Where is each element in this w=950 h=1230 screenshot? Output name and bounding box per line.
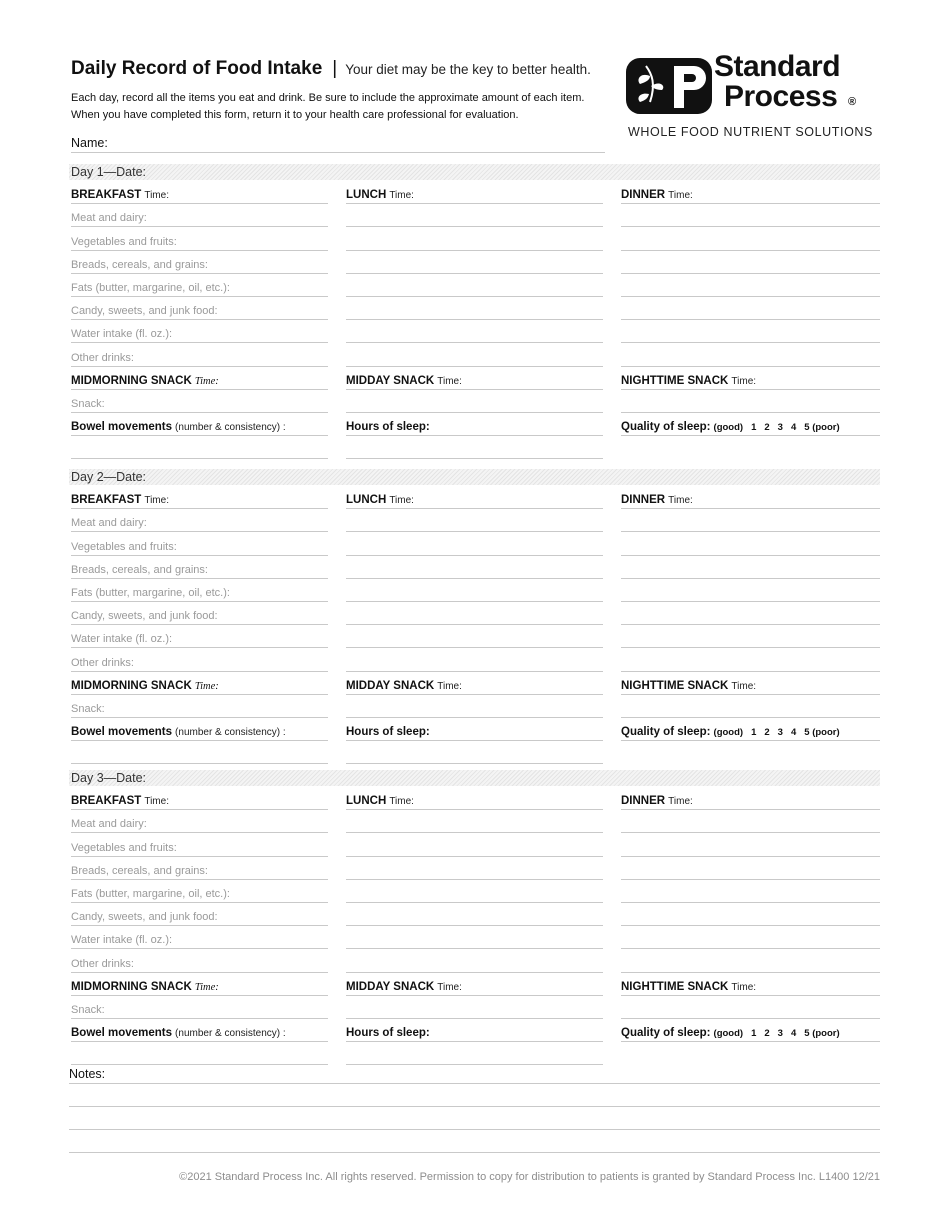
breakfast-meat-row[interactable] xyxy=(71,204,328,227)
fats-label: Fats (butter, margarine, oil, etc.): xyxy=(71,281,230,294)
dinner-entry-row[interactable] xyxy=(621,251,880,274)
midmorning-snack-row[interactable] xyxy=(71,996,328,1019)
breakfast-fats-row[interactable] xyxy=(71,579,328,602)
bowel-movements-entry-row[interactable] xyxy=(71,436,328,459)
breakfast-other-row[interactable] xyxy=(71,648,328,671)
lunch-entry-row[interactable] xyxy=(346,880,603,903)
breakfast-fats-row[interactable] xyxy=(71,274,328,297)
midday-snack-row[interactable] xyxy=(346,695,603,718)
lunch-entry-row[interactable] xyxy=(346,343,603,366)
bowel-movements-entry-row[interactable] xyxy=(71,1042,328,1065)
logo-line-2: Process xyxy=(724,80,838,113)
time-label: Time: xyxy=(668,190,693,202)
sleep-rating-1[interactable]: 1 xyxy=(751,727,757,739)
lunch-heading: LUNCH xyxy=(346,795,387,808)
dinner-entry-row[interactable] xyxy=(621,880,880,903)
dinner-heading: DINNER xyxy=(621,189,666,202)
day-1-column-1 xyxy=(71,181,328,459)
breakfast-heading: BREAKFAST xyxy=(71,494,142,507)
time-label: Time: xyxy=(668,495,693,507)
breakfast-candy-row[interactable] xyxy=(71,602,328,625)
snack-label: Snack: xyxy=(71,1003,105,1016)
breakfast-veg-row[interactable] xyxy=(71,227,328,250)
day-2-column-3 xyxy=(621,486,880,741)
bowel-movements-entry-row[interactable] xyxy=(71,741,328,764)
midmorning-time-row[interactable] xyxy=(71,973,328,996)
breads-label: Breads, cereals, and grains: xyxy=(71,258,208,271)
time-label: Time: xyxy=(389,796,414,808)
name-field[interactable] xyxy=(71,136,605,153)
time-label: Time: xyxy=(194,375,219,387)
dinner-heading: DINNER xyxy=(621,494,666,507)
midmorning-snack-row[interactable] xyxy=(71,695,328,718)
lunch-time-row[interactable] xyxy=(346,787,603,810)
lunch-entry-row[interactable] xyxy=(346,251,603,274)
quality-sleep-heading: Quality of sleep: xyxy=(621,421,711,434)
copyright-footer: ©2021 Standard Process Inc. All rights reserved. Permission to copy for distribution to patients is granted by Standard Process Inc. L1400 12/21 xyxy=(179,1171,880,1183)
sleep-rating-4[interactable]: 4 xyxy=(790,422,797,434)
breakfast-heading: BREAKFAST xyxy=(71,795,142,808)
breakfast-water-row[interactable] xyxy=(71,320,328,343)
lunch-entry-row[interactable] xyxy=(346,648,603,671)
instructions-line-1: Each day, record all the items you eat and drink. Be sure to include the approximate amount of each item. xyxy=(71,92,585,104)
midday-time-row[interactable] xyxy=(346,973,603,996)
breakfast-water-row[interactable] xyxy=(71,625,328,648)
instructions xyxy=(71,90,611,124)
meat-label: Meat and dairy: xyxy=(71,517,147,530)
instructions-line-2: When you have completed this form, return it to your health care professional for evaluation. xyxy=(71,109,519,121)
day-3-column-1 xyxy=(71,787,328,1065)
dinner-entry-row[interactable] xyxy=(621,579,880,602)
time-label: Time: xyxy=(389,495,414,507)
lunch-heading: LUNCH xyxy=(346,494,387,507)
poor-label: (poor) xyxy=(812,422,840,434)
sleep-rating-5[interactable]: 5 xyxy=(804,727,810,739)
bowel-heading: Bowel movements xyxy=(71,1027,172,1040)
time-label: Time: xyxy=(389,190,414,202)
water-label: Water intake (fl. oz.): xyxy=(71,633,173,646)
time-label: Time: xyxy=(437,680,462,692)
breakfast-other-row[interactable] xyxy=(71,949,328,972)
midmorning-snack-row[interactable] xyxy=(71,390,328,413)
lunch-entry-row[interactable] xyxy=(346,204,603,227)
breakfast-meat-row[interactable] xyxy=(71,509,328,532)
sleep-rating-2[interactable]: 2 xyxy=(764,1028,770,1040)
other-label: Other drinks: xyxy=(71,351,134,364)
nighttime-snack-row[interactable] xyxy=(621,390,880,413)
bowel-note: (number & consistency) : xyxy=(175,422,286,434)
dinner-entry-row[interactable] xyxy=(621,602,880,625)
hours-sleep-row[interactable] xyxy=(346,1019,603,1042)
lunch-entry-row[interactable] xyxy=(346,833,603,856)
lunch-time-row[interactable] xyxy=(346,181,603,204)
day-1-column-2 xyxy=(346,181,603,459)
lunch-entry-row[interactable] xyxy=(346,926,603,949)
lunch-entry-row[interactable] xyxy=(346,227,603,250)
dinner-entry-row[interactable] xyxy=(621,297,880,320)
breakfast-breads-row[interactable] xyxy=(71,556,328,579)
breakfast-breads-row[interactable] xyxy=(71,857,328,880)
sleep-rating-3[interactable]: 3 xyxy=(777,422,783,434)
other-label: Other drinks: xyxy=(71,656,134,669)
day-2-date-bar[interactable] xyxy=(69,469,880,485)
time-label: Time: xyxy=(144,796,169,808)
logo-registered: ® xyxy=(848,96,857,108)
lunch-entry-row[interactable] xyxy=(346,810,603,833)
sleep-rating-2[interactable]: 2 xyxy=(764,422,770,434)
breakfast-fats-row[interactable] xyxy=(71,880,328,903)
notes-line-1[interactable] xyxy=(69,1067,880,1084)
water-label: Water intake (fl. oz.): xyxy=(71,328,173,341)
dinner-entry-row[interactable] xyxy=(621,204,880,227)
midday-time-row[interactable] xyxy=(346,672,603,695)
sleep-rating-3[interactable]: 3 xyxy=(777,1028,783,1040)
dinner-entry-row[interactable] xyxy=(621,509,880,532)
nighttime-time-row[interactable] xyxy=(621,367,880,390)
quality-sleep-row[interactable] xyxy=(621,718,880,741)
hours-sleep-row[interactable] xyxy=(346,718,603,741)
day-date-label: Day 2—Date: xyxy=(71,470,147,484)
day-3-column-2 xyxy=(346,787,603,1065)
fats-label: Fats (butter, margarine, oil, etc.): xyxy=(71,586,230,599)
midmorning-heading: MIDMORNING SNACK xyxy=(71,374,192,387)
hours-sleep-entry-row[interactable] xyxy=(346,436,603,459)
day-date-label: Day 3—Date: xyxy=(71,771,147,785)
time-label: Time: xyxy=(731,375,757,387)
candy-label: Candy, sweets, and junk food: xyxy=(71,610,218,623)
form-title xyxy=(71,58,591,80)
quality-sleep-row[interactable] xyxy=(621,1019,880,1042)
bowel-heading: Bowel movements xyxy=(71,726,172,739)
dinner-time-row[interactable] xyxy=(621,486,880,509)
time-label: Time: xyxy=(144,495,169,507)
midday-heading: MIDDAY SNACK xyxy=(346,679,435,692)
time-label: Time: xyxy=(194,680,219,692)
quality-sleep-heading: Quality of sleep: xyxy=(621,1027,711,1040)
breakfast-meat-row[interactable] xyxy=(71,810,328,833)
breakfast-candy-row[interactable] xyxy=(71,297,328,320)
time-label: Time: xyxy=(437,981,462,993)
title-tagline: Your diet may be the key to better health. xyxy=(345,62,591,77)
fats-label: Fats (butter, margarine, oil, etc.): xyxy=(71,887,230,900)
hours-sleep-heading: Hours of sleep: xyxy=(346,1027,430,1040)
meat-label: Meat and dairy: xyxy=(71,212,147,225)
breakfast-time-row[interactable] xyxy=(71,486,328,509)
midmorning-time-row[interactable] xyxy=(71,367,328,390)
title-separator: | xyxy=(332,58,338,79)
meat-label: Meat and dairy: xyxy=(71,818,147,831)
candy-label: Candy, sweets, and junk food: xyxy=(71,305,218,318)
bowel-note: (number & consistency) : xyxy=(175,1028,286,1040)
snack-label: Snack: xyxy=(71,702,105,715)
sleep-rating-3[interactable]: 3 xyxy=(777,727,783,739)
lunch-entry-row[interactable] xyxy=(346,625,603,648)
nighttime-heading: NIGHTTIME SNACK xyxy=(621,374,729,387)
logo-tagline: WHOLE FOOD NUTRIENT SOLUTIONS xyxy=(628,125,873,139)
nighttime-time-row[interactable] xyxy=(621,973,880,996)
lunch-heading: LUNCH xyxy=(346,189,387,202)
day-3-date-bar[interactable] xyxy=(69,770,880,786)
hours-sleep-heading: Hours of sleep: xyxy=(346,421,430,434)
day-1-column-3 xyxy=(621,181,880,436)
midmorning-heading: MIDMORNING SNACK xyxy=(71,679,192,692)
time-label: Time: xyxy=(437,375,462,387)
poor-label: (poor) xyxy=(812,727,840,739)
midday-time-row[interactable] xyxy=(346,367,603,390)
notes-line-3[interactable] xyxy=(69,1113,880,1130)
lunch-entry-row[interactable] xyxy=(346,532,603,555)
midmorning-heading: MIDMORNING SNACK xyxy=(71,980,192,993)
dinner-entry-row[interactable] xyxy=(621,343,880,366)
midday-heading: MIDDAY SNACK xyxy=(346,980,435,993)
nighttime-snack-row[interactable] xyxy=(621,695,880,718)
dinner-entry-row[interactable] xyxy=(621,648,880,671)
veg-label: Vegetables and fruits: xyxy=(71,540,177,553)
bowel-movements-row[interactable] xyxy=(71,1019,328,1042)
dinner-entry-row[interactable] xyxy=(621,857,880,880)
bowel-note: (number & consistency) : xyxy=(175,727,286,739)
sleep-rating-1[interactable]: 1 xyxy=(751,1028,757,1040)
breakfast-water-row[interactable] xyxy=(71,926,328,949)
breakfast-other-row[interactable] xyxy=(71,343,328,366)
sleep-rating-4[interactable]: 4 xyxy=(790,1028,797,1040)
good-label: (good) xyxy=(713,727,744,739)
lunch-entry-row[interactable] xyxy=(346,602,603,625)
bowel-movements-row[interactable] xyxy=(71,413,328,436)
day-date-label: Day 1—Date: xyxy=(71,165,147,179)
breakfast-candy-row[interactable] xyxy=(71,903,328,926)
breads-label: Breads, cereals, and grains: xyxy=(71,563,208,576)
title-text: Daily Record of Food Intake xyxy=(71,58,323,79)
standard-process-logo xyxy=(626,50,882,116)
sleep-rating-1[interactable]: 1 xyxy=(751,422,757,434)
lunch-entry-row[interactable] xyxy=(346,297,603,320)
dinner-entry-row[interactable] xyxy=(621,227,880,250)
bowel-heading: Bowel movements xyxy=(71,421,172,434)
midday-snack-row[interactable] xyxy=(346,390,603,413)
breakfast-veg-row[interactable] xyxy=(71,833,328,856)
dinner-entry-row[interactable] xyxy=(621,810,880,833)
other-label: Other drinks: xyxy=(71,957,134,970)
name-label: Name: xyxy=(71,136,108,150)
veg-label: Vegetables and fruits: xyxy=(71,235,177,248)
day-2-column-1 xyxy=(71,486,328,764)
lunch-entry-row[interactable] xyxy=(346,857,603,880)
notes-line-2[interactable] xyxy=(69,1090,880,1107)
lunch-entry-row[interactable] xyxy=(346,556,603,579)
time-label: Time: xyxy=(194,981,219,993)
midday-snack-row[interactable] xyxy=(346,996,603,1019)
lunch-entry-row[interactable] xyxy=(346,509,603,532)
time-label: Time: xyxy=(731,680,757,692)
lunch-entry-row[interactable] xyxy=(346,579,603,602)
nighttime-heading: NIGHTTIME SNACK xyxy=(621,980,729,993)
dinner-entry-row[interactable] xyxy=(621,833,880,856)
notes-line-4[interactable] xyxy=(69,1136,880,1153)
quality-sleep-heading: Quality of sleep: xyxy=(621,726,711,739)
veg-label: Vegetables and fruits: xyxy=(71,841,177,854)
day-1-date-bar[interactable] xyxy=(69,164,880,180)
bowel-movements-row[interactable] xyxy=(71,718,328,741)
dinner-entry-row[interactable] xyxy=(621,926,880,949)
time-label: Time: xyxy=(144,190,169,202)
dinner-entry-row[interactable] xyxy=(621,949,880,972)
dinner-time-row[interactable] xyxy=(621,787,880,810)
breakfast-time-row[interactable] xyxy=(71,181,328,204)
poor-label: (poor) xyxy=(812,1028,840,1040)
hours-sleep-entry-row[interactable] xyxy=(346,1042,603,1065)
lunch-entry-row[interactable] xyxy=(346,949,603,972)
day-2-column-2 xyxy=(346,486,603,764)
lunch-entry-row[interactable] xyxy=(346,320,603,343)
breakfast-veg-row[interactable] xyxy=(71,532,328,555)
candy-label: Candy, sweets, and junk food: xyxy=(71,911,218,924)
breakfast-time-row[interactable] xyxy=(71,787,328,810)
dinner-entry-row[interactable] xyxy=(621,903,880,926)
dinner-time-row[interactable] xyxy=(621,181,880,204)
lunch-time-row[interactable] xyxy=(346,486,603,509)
notes-label: Notes: xyxy=(69,1067,106,1081)
nighttime-time-row[interactable] xyxy=(621,672,880,695)
hours-sleep-row[interactable] xyxy=(346,413,603,436)
dinner-heading: DINNER xyxy=(621,795,666,808)
water-label: Water intake (fl. oz.): xyxy=(71,934,173,947)
lunch-entry-row[interactable] xyxy=(346,903,603,926)
sleep-rating-4[interactable]: 4 xyxy=(790,727,797,739)
quality-sleep-row[interactable] xyxy=(621,413,880,436)
midday-heading: MIDDAY SNACK xyxy=(346,374,435,387)
dinner-entry-row[interactable] xyxy=(621,625,880,648)
day-3-column-3 xyxy=(621,787,880,1042)
dinner-entry-row[interactable] xyxy=(621,532,880,555)
sleep-rating-2[interactable]: 2 xyxy=(764,727,770,739)
hours-sleep-entry-row[interactable] xyxy=(346,741,603,764)
time-label: Time: xyxy=(668,796,693,808)
nighttime-snack-row[interactable] xyxy=(621,996,880,1019)
dinner-entry-row[interactable] xyxy=(621,320,880,343)
time-label: Time: xyxy=(731,981,757,993)
dinner-entry-row[interactable] xyxy=(621,274,880,297)
dinner-entry-row[interactable] xyxy=(621,556,880,579)
snack-label: Snack: xyxy=(71,397,105,410)
breads-label: Breads, cereals, and grains: xyxy=(71,864,208,877)
hours-sleep-heading: Hours of sleep: xyxy=(346,726,430,739)
breakfast-heading: BREAKFAST xyxy=(71,189,142,202)
good-label: (good) xyxy=(713,1028,744,1040)
sleep-rating-5[interactable]: 5 xyxy=(804,1028,810,1040)
good-label: (good) xyxy=(713,422,744,434)
lunch-entry-row[interactable] xyxy=(346,274,603,297)
midmorning-time-row[interactable] xyxy=(71,672,328,695)
logo-line-1: Standard xyxy=(714,50,841,83)
breakfast-breads-row[interactable] xyxy=(71,251,328,274)
nighttime-heading: NIGHTTIME SNACK xyxy=(621,679,729,692)
sleep-rating-5[interactable]: 5 xyxy=(804,422,810,434)
